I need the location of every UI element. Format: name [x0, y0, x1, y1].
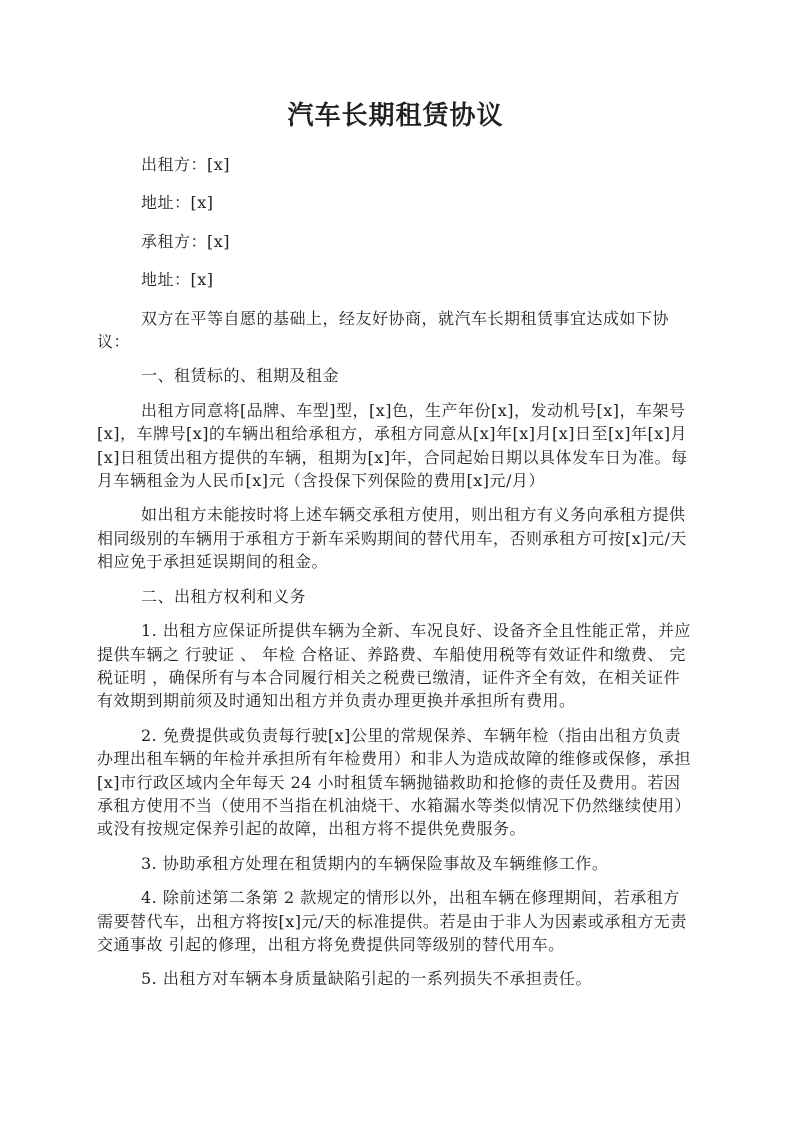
party-line-lessor-address: 地址：[x]: [141, 193, 214, 213]
party-line-lessee: 承租方：[x]: [141, 231, 231, 251]
clause-5: 5. 出租方对车辆本身质量缺陷引起的一系列损失不承担责任。: [141, 969, 592, 989]
party-line-lessor: 出租方：[x]: [141, 155, 231, 174]
paragraph-rental-subject: 出租方同意将[品牌、车型]型，[x]色，生产年份[x]，发动机号[x]，车架号[x]，车牌号[x]的车辆出租给承租方，承租方同意从[x]年[x]月[x]日至[x]年[x]月[x]日租赁出租方提供的车辆，租期为[x]年，合同起始日期以具体发车日为准。每月车辆租金为人民币[x]元（含投保下列保险的费用[x]元/月）: [97, 400, 688, 491]
paragraph-late-delivery: 如出租方未能按时将上述车辆交承租方使用，则出租方有义务向承租方提供相同级别的车辆用于承租方于新车采购期间的替代用车，否则承租方可按[x]元/天相应免于承担延误期间的租金。: [97, 505, 687, 572]
clause-3: 3. 协助承租方处理在租赁期内的车辆保险事故及车辆维修工作。: [141, 853, 609, 873]
clause-2: 2. 免费提供或负责每行驶[x]公里的常规保养、车辆年检（指由出租方负责办理出租车辆的年检并承担所有年检费用）和非人为造成故障的维修或保修，承担[x]市行政区域内全年每天 24 小时租赁车辆抛锚救助和抢修的责任及费用。若因承租方使用不当（使用不当指在机油烧干、水箱漏水等类似情况下仍然继续使用）或没有按规定保养引起的故障，出租方将不提供免费服务。: [97, 725, 692, 839]
section-heading-1: 一、租赁标的、租期及租金: [141, 366, 340, 386]
section-heading-2: 二、出租方权利和义务: [141, 586, 307, 606]
clause-4: 4. 除前述第二条第 2 款规定的情形以外，出租车辆在修理期间，若承租方需要替代车，出租方将按[x]元/天的标准提供。若是由于非人为因素或承租方无责 交通事故 引起的修理，出租方将免费提供同等级别的替代用车。: [97, 888, 687, 954]
party-line-lessee-address: 地址：[x]: [141, 270, 214, 290]
intro-paragraph: 双方在平等自愿的基础上，经友好协商，就汽车长期租赁事宜达成如下协议：: [97, 308, 670, 352]
document-title: 汽车长期租赁协议: [287, 101, 504, 131]
clause-1: 1. 出租方应保证所提供车辆为全新、车况良好、设备齐全且性能正常，并应提供车辆之 行驶证 、 年检 合格证、养路费、车船使用税等有效证件和缴费、 完税证明 ，确保所有与本合同履行相关之税费已缴清，证件齐全有效，在相关证件有效期到期前须及时通知出租方并负责办理更换并承担所有费用。: [97, 621, 691, 711]
